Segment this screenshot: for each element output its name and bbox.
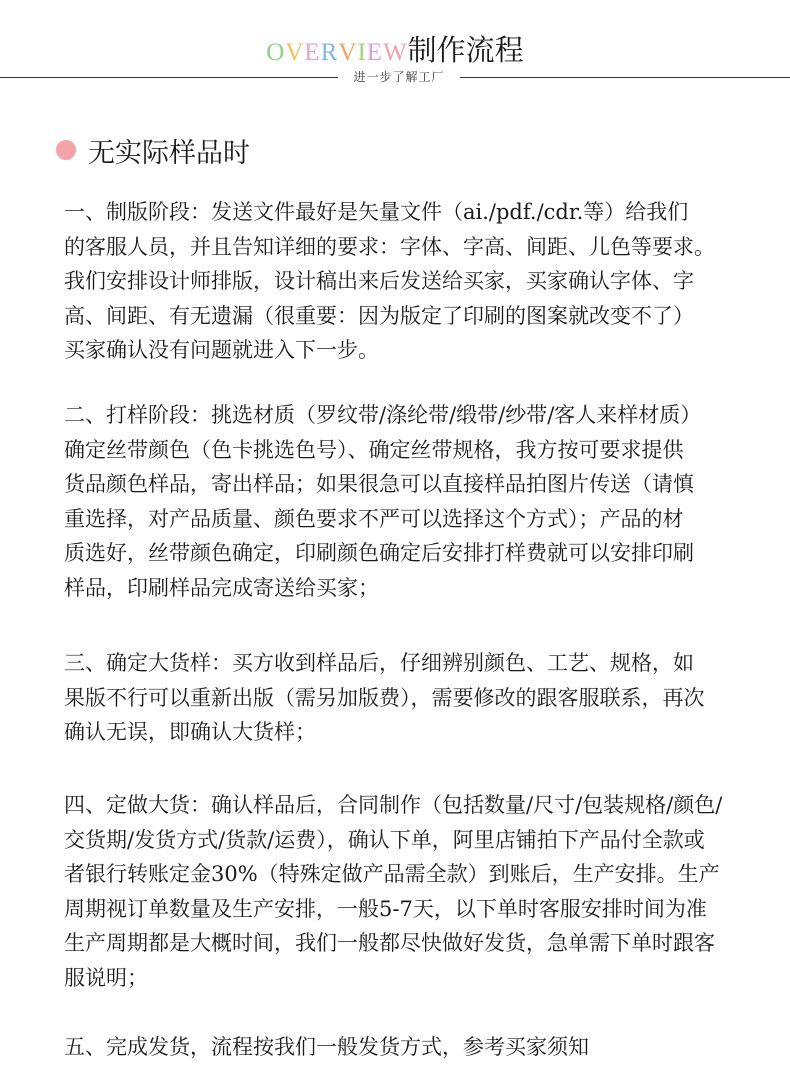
overview-letter: E bbox=[366, 39, 384, 66]
overview-letter: O bbox=[266, 39, 286, 66]
text-line: 质选好，丝带颜色确定，印刷颜色确定后安排打样费就可以安排印刷 bbox=[64, 541, 694, 565]
text-line: 高、间距、有无遗漏（很重要：因为版定了印刷的图案就改变不了） bbox=[64, 303, 694, 328]
text-line: 重选择，对产品质量、颜色要求不严可以选择这个方式）；产品的材 bbox=[64, 506, 684, 531]
text-line: 样品，印刷样品完成寄送给买家； bbox=[64, 575, 379, 600]
overview-letter: R bbox=[320, 39, 339, 66]
text-line: 四、定做大货：确认样品后，合同制作（包括数量/尺寸/包装规格/颜色/ bbox=[64, 793, 723, 817]
text-line: 一、制版阶段：发送文件最好是矢量文件（ai./pdf./cdr.等）给我们 bbox=[64, 200, 689, 224]
text-line: 确认无误，即确认大货样； bbox=[64, 720, 316, 744]
header-title bbox=[0, 33, 790, 67]
text-line: 的客服人员，并且告知详细的要求：字体、字高、间距、儿色等要求。 bbox=[64, 234, 715, 259]
text-line: 二、打样阶段：挑选材质（罗纹带/涤纶带/缎带/纱带/客人来样材质） bbox=[64, 403, 702, 427]
page-header bbox=[0, 0, 790, 100]
text-line: 三、确定大货样：买方收到样品后，仔细辨别颜色、工艺、规格，如 bbox=[64, 651, 694, 675]
section-heading bbox=[56, 130, 250, 170]
text-line: 确定丝带颜色（色卡挑选色号）、确定丝带规格，我方按可要求提供 bbox=[64, 437, 684, 462]
header-divider-left bbox=[0, 77, 338, 78]
text-line: 生产周期都是大概时间，我们一般都尽快做好发货，急单需下单时跟客 bbox=[64, 931, 715, 955]
text-line: 者银行转账定金30%（特殊定做产品需全款）到账后，生产安排。生产 bbox=[64, 862, 720, 886]
text-line: 买家确认没有问题就进入下一步。 bbox=[64, 338, 379, 362]
header-title-cn: 制作流程 bbox=[407, 33, 524, 67]
circle-bullet-icon bbox=[56, 140, 76, 160]
overview-word bbox=[266, 39, 407, 66]
text-line: 五、完成发货，流程按我们一般发货方式，参考买家须知 bbox=[64, 1035, 589, 1059]
overview-letter: I bbox=[357, 39, 367, 66]
text-line: 服说明； bbox=[64, 965, 148, 990]
step-1-paragraph bbox=[64, 195, 784, 368]
step-4-paragraph bbox=[64, 788, 784, 995]
text-line: 交货期/发货方式/货款/运费），确认下单，阿里店铺拍下产品付全款或 bbox=[64, 827, 705, 852]
text-line: 果版不行可以重新出版（需另加版费），需要修改的跟客服联系，再次 bbox=[64, 685, 705, 710]
text-line: 货品颜色样品，寄出样品；如果很急可以直接样品拍图片传送（请慎 bbox=[64, 472, 694, 496]
overview-letter: V bbox=[338, 39, 358, 66]
text-line: 周期视订单数量及生产安排，一般5-7天，以下单时客服安排时间为准 bbox=[64, 896, 707, 921]
overview-letter: V bbox=[285, 39, 305, 66]
step-5-paragraph bbox=[64, 1030, 784, 1065]
header-subtitle: 进一步了解工厂 bbox=[353, 70, 445, 84]
overview-letter: E bbox=[304, 39, 321, 66]
header-divider-right bbox=[460, 77, 790, 78]
step-3-paragraph bbox=[64, 646, 784, 750]
overview-letter: W bbox=[383, 39, 408, 66]
text-line: 我们安排设计师排版，设计稿出来后发送给买家，买家确认字体、字 bbox=[64, 269, 694, 293]
step-2-paragraph bbox=[64, 398, 784, 605]
section-heading-text: 无实际样品时 bbox=[88, 137, 250, 169]
